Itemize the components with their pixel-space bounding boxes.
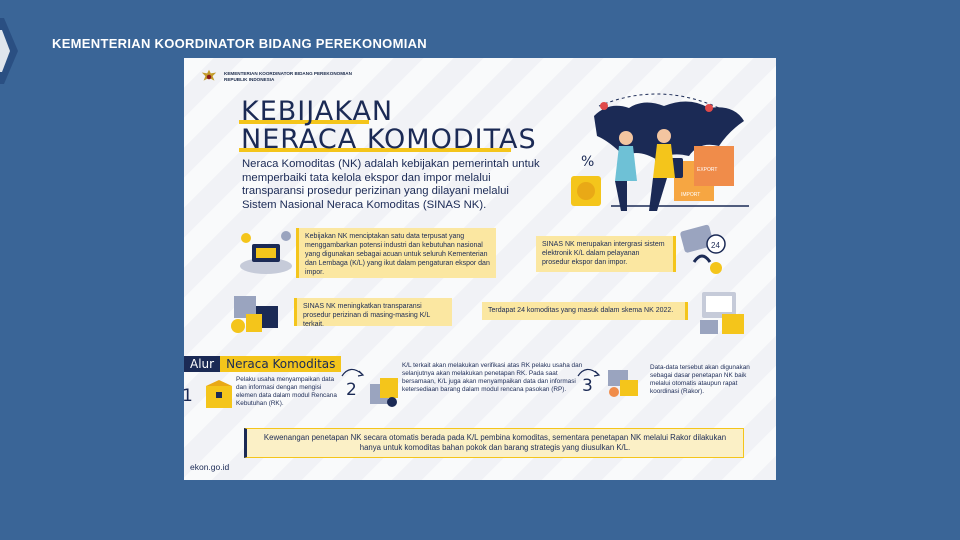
step-3-number: 3	[582, 376, 593, 396]
step-1-text: Pelaku usaha menyampaikan data dan informasi dengan mengisi elemen data dalam modul Rencana Kebutuhan (RK).	[236, 376, 337, 407]
garuda-emblem-icon	[200, 68, 218, 86]
info-box-3: SINAS NK meningkatkan transparansi prosedur perizinan di masing-masing K/L terkait.	[294, 298, 452, 326]
step-3-text: Data-data tersebut akan digunakan sebagai dasar penetapan NK baik melalui otomatis ataupun rapat koordinasi (Rakor).	[650, 364, 750, 395]
alur-heading-part-2: Neraca Komoditas	[220, 356, 341, 372]
title-line-2: NERACA KOMODITAS	[241, 124, 537, 155]
ministry-logo	[200, 68, 352, 86]
curved-arrow-icon	[340, 364, 366, 380]
export-label: EXPORT	[697, 167, 718, 173]
intro-paragraph: Neraca Komoditas (NK) adalah kebijakan pemerintah untuk memperbaiki tata kelola ekspor dan impor melalui transparansi prosedur perizinan yang dilayani melalui Sistem Nasional Neraca Komoditas (SINAS NK).	[242, 158, 540, 211]
box-package-icon	[202, 378, 236, 412]
import-label: IMPORT	[681, 192, 701, 198]
step-1-number: 1	[182, 386, 193, 406]
site-url: ekon.go.id	[190, 462, 230, 472]
alur-heading	[184, 356, 341, 372]
info-box-4: Terdapat 24 komoditas yang masuk dalam skema NK 2022.	[482, 302, 688, 320]
data-center-illustration	[236, 226, 296, 276]
header-title: KEMENTERIAN KOORDINATOR BIDANG PEREKONOMIAN	[52, 36, 427, 51]
alur-heading-part-1: Alur	[184, 356, 220, 372]
verification-icon	[366, 374, 402, 410]
step-2-number: 2	[346, 380, 357, 400]
transparency-boxes-illustration	[226, 286, 294, 340]
percent-label: %	[581, 154, 595, 170]
logo-line-2: REPUBLIK INDONESIA	[224, 77, 275, 82]
support-24h-illustration	[676, 222, 736, 278]
title-line-1: KEBIJAKAN	[241, 96, 394, 127]
clock-label: 24	[711, 241, 720, 250]
step-2-text: K/L terkait akan melakukan verifikasi atas RK pelaku usaha dan selanjutnya akan melakukan penetapan RK. Pada saat bersamaan, K/L juga akan menyampaikan data dan informasi ketersediaan barang dalam modul rencana pasokan (RP).	[402, 362, 583, 393]
logo-line-1: KEMENTERIAN KOORDINATOR BIDANG PEREKONOMIAN	[224, 71, 352, 76]
coordination-icon	[604, 362, 644, 402]
info-box-1: Kebijakan NK menciptakan satu data terpusat yang menggambarkan potensi industri dan kebutuhan nasional yang digunakan sebagai acuan untuk seluruh Kementerian dan Lembaga (K/L) yang ikut dalam pengaturan ekspor dan impor.	[296, 228, 496, 278]
commodities-illustration	[692, 284, 752, 340]
infographic-card	[184, 58, 776, 480]
footer-note: Kewenangan penetapan NK secara otomatis berada pada K/L pembina komoditas, sementara penetapan NK melalui Rakor dilakukan hanya untuk komoditas bahan pokok dan barang strategis yang diusulkan K/L.	[244, 428, 744, 458]
info-box-2: SINAS NK merupakan intergrasi sistem elektronik K/L dalam pelayanan prosedur ekspor dan impor.	[536, 236, 676, 272]
trade-people-illustration	[569, 86, 769, 216]
chevron-right-icon	[0, 18, 18, 84]
